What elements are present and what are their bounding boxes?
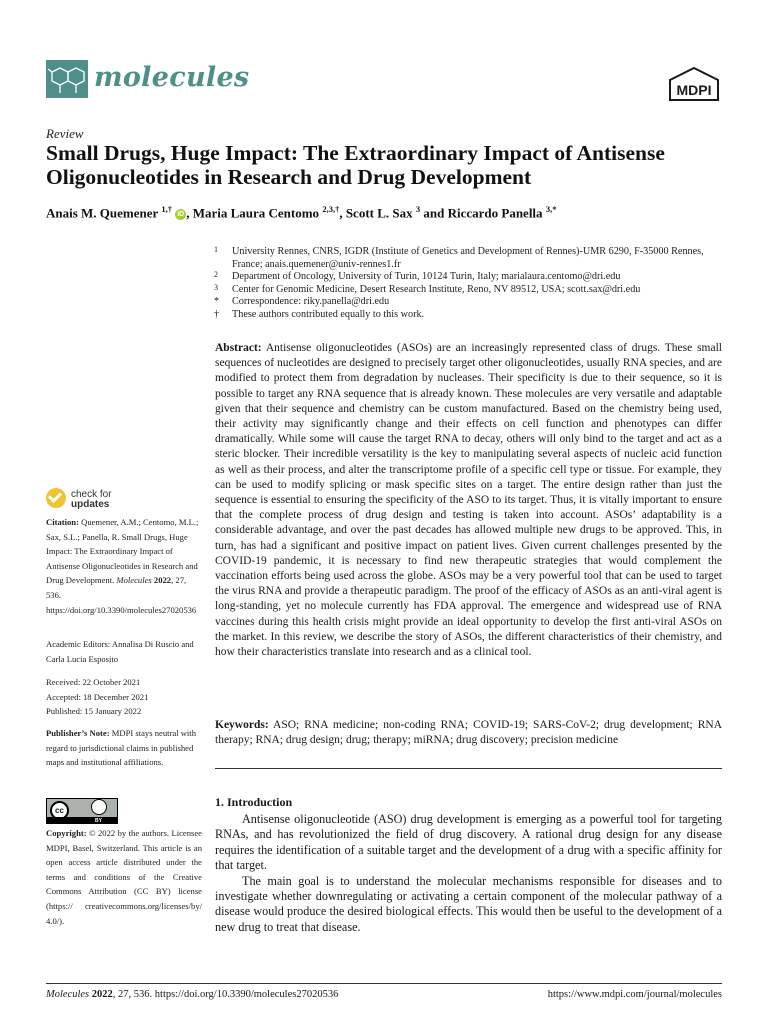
attribution-icon (91, 799, 107, 815)
molecules-logo-icon (46, 60, 88, 98)
orcid-icon[interactable]: iD (177, 211, 185, 219)
keywords-text: ASO; RNA medicine; non-coding RNA; COVID-19; SARS-CoV-2; drug development; RNA therapy; RNA; drug design; drug; therapy; miRNA; drug discovery; precision medicine (215, 719, 722, 747)
accepted-date: Accepted: 18 December 2021 (46, 691, 149, 702)
check-for-updates-badge[interactable]: check for updates (46, 488, 136, 514)
section-heading: 1. Introduction (215, 795, 293, 809)
author-name: Scott L. Sax (345, 205, 413, 221)
footer-citation: Molecules 2022, 27, 536. https://doi.org/10.3390/molecules27020536 (46, 989, 339, 1000)
cc-by-license-badge[interactable]: cc BY (46, 798, 118, 824)
affiliations (214, 246, 724, 322)
affiliation: 3 Center for Genomic Medicine, Desert Research Institute, Reno, NV 89512, USA; scott.sax@dri.edu (214, 282, 641, 295)
citation-block: Citation: Quemener, A.M.; Centomo, M.L.; Sax, S.L.; Panella, R. Small Drugs, Huge Impact: The Extraordinary Impact of Antisense Oligonucleotides in Research and Drug Development. Molecules 2022, 27, 536. https://doi.org/10.3390/molecules27020536 (46, 517, 199, 615)
abstract-label: Abstract: (215, 342, 262, 354)
abstract-text: Antisense oligonucleotides (ASOs) are an increasingly represented class of drugs. These small sequences of nucleotides are designed to precisely target other oligonucleotides, usually RNA species, and are modified to protect them from degradation by nucleases. Their specificity is due to their sequence, so it is possible to target any RNA sequence that is already known. These molecules are very versatile and adaptable given that their sequence and chemistry can be custom manufactured. Based on the chemistry being used, their activity may significantly change and their effects on cell function and phenotypes can differ dramatically. While some will cause the target RNA to decay, others will only bind to the target and act as a steric blocker. Their incredible versatility is the key to manipulating several aspects of nucleic acid function as well as their process, and alter the transcriptome profile of a specific cell type or tissue. For example, they can be used to modify splicing or mask specific sites on a target. The entire design rather than just the sequence is essential to ensuring the specificity of the ASO to its target. Thus, it is vitally important to ensure that the complete process of drug design and testing is taken into account. ASOs’ adaptability is a considerable advantage, and over the past decades has allowed multiple new drugs to be approved. This, in turn, has had a significant and positive impact on patient lives. Given current challenges presented by the COVID-19 pandemic, it is necessary to find new therapeutic strategies that would complement the vaccination efforts being used across the globe. ASOs may be a very powerful tool that can be used to target the virus RNA and provide a therapeutic paradigm. The proof of the efficacy of ASOs as an anti-viral agent is long-standing, yet no molecule currently has FDA approval. The emergence and widespread use of RNA vaccines during this health crisis might provide an ideal opportunity to develop the first anti-viral ASOs on the market. In this review, we describe the story of ASOs, the different characteristics of their chemistry, and how their characteristics translate into research and as a clinical tool. (215, 342, 722, 659)
author-name: Maria Laura Centomo (192, 205, 320, 221)
keywords-label: Keywords: (215, 719, 269, 731)
mdpi-logo (666, 66, 722, 102)
affiliation: † These authors contributed equally to this work. (214, 308, 425, 320)
check-icon (46, 488, 66, 508)
author-affil-mark: 3,* (545, 204, 557, 214)
author-name: Anais M. Quemener (46, 205, 159, 221)
dates-block (46, 675, 202, 719)
author-affil-mark: 2,3,† (322, 204, 340, 214)
keywords (215, 718, 722, 748)
author-affil-mark: 3 (415, 204, 421, 214)
footer-divider (46, 983, 722, 984)
affiliation: 1 University Rennes, CNRS, IGDR (Institute of Genetics and Development of Rennes)-UMR 6290, F-35000 Rennes, France; anais.quemener@univ-rennes1.fr (214, 245, 704, 270)
journal-name: molecules (94, 62, 250, 93)
author-name: Riccardo Panella (447, 205, 543, 221)
paragraph: Antisense oligonucleotide (ASO) drug development is emerging as a powerful tool for targeting RNAs, and has revolutionized the field of drug discovery. A rational drug design for any disease requires the identification of a suitable target and the development of a drug with a specific affinity for that target. (215, 812, 722, 873)
paragraph: The main goal is to understand the molecular mechanisms responsible for diseases and to investigate whether downregulating or activating a certain component of the molecular pathway of a disease would produce the desired biological effects. This would then be useful to the development of a new drug to treat that disease. (215, 873, 722, 934)
journal-header (46, 58, 722, 102)
affiliation: * Correspondence: riky.panella@dri.edu (214, 296, 390, 308)
published-date: Published: 15 January 2022 (46, 706, 142, 717)
abstract (215, 341, 722, 660)
section-divider (215, 768, 722, 769)
introduction-body (215, 812, 722, 935)
cc-icon: cc (50, 801, 69, 820)
svg-text:MDPI: MDPI (676, 82, 712, 98)
author-affil-mark: 1,† (161, 204, 172, 214)
publisher-note: Publisher’s Note: MDPI stays neutral with regard to jurisdictional claims in published maps and institutional affiliations. (46, 728, 196, 768)
article-type: Review (46, 126, 84, 141)
journal-url-link[interactable]: https://www.mdpi.com/journal/molecules (547, 989, 722, 1000)
received-date: Received: 22 October 2021 (46, 677, 141, 687)
affiliation: 2 Department of Oncology, University of Turin, 10124 Turin, Italy; marialaura.centomo@dri.edu (214, 270, 621, 283)
author-list: Anais M. Quemener $^{1,\dagger}$ iD , Maria Laura Centomo $^{2,3,\dagger}$, Scott L. Sax $^3$ and Riccardo Panella $^{3,*}$ (46, 204, 557, 221)
copyright-block: Copyright: © 2022 by the authors. Licensee MDPI, Basel, Switzerland. This article is an open access article distributed under the terms and conditions of the Creative Commons Attribution (CC BY) license (https:// creativecommons.org/licenses/by/ 4.0/). (46, 828, 202, 926)
article-title: Small Drugs, Huge Impact: The Extraordinary Impact of Antisense Oligonucleotides in Research and Drug Development (46, 141, 665, 189)
academic-editors: Academic Editors: Annalisa Di Ruscio and Carla Lucia Esposito (46, 639, 194, 664)
